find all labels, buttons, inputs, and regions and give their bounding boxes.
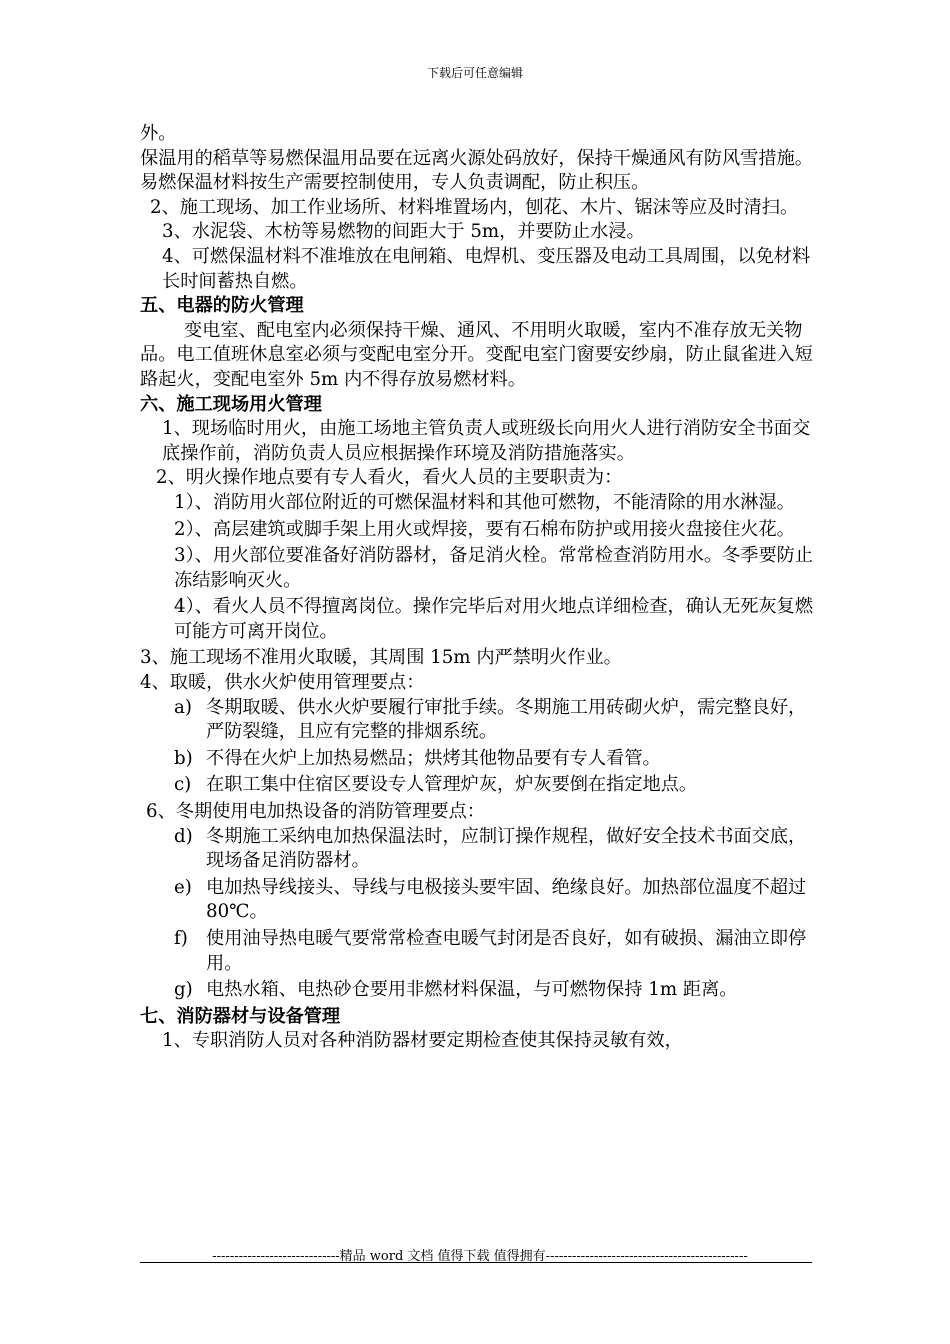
list-item <box>140 747 820 772</box>
list-marker: b) <box>174 747 193 769</box>
list-marker: c) <box>174 774 192 796</box>
list-text: 在职工集中住宿区要设专人管理炉灰，炉灰要倒在指定地点。 <box>206 774 698 796</box>
paragraph: 1、现场临时用火，由施工场地主管负责人或班级长向用火人进行消防安全书面交底操作前，消防负责人员应根据操作环境及消防措施落实。 <box>162 418 811 464</box>
paragraph: 保温用的稻草等易燃保温用品要在远离火源处码放好，保持干燥通风有防风雪措施。易燃保温材料按生产需要控制使用，专人负责调配，防止积压。 <box>140 147 813 194</box>
section-heading: 七、消防器材与设备管理 <box>140 1005 341 1027</box>
list-text: 电加热导线接头、导线与电极接头要牢固、绝缘良好。加热部位温度不超过 80℃。 <box>206 876 807 923</box>
paragraph: 外。 <box>140 123 177 144</box>
list-marker: a) <box>174 696 192 718</box>
list-marker: e) <box>174 876 192 898</box>
paragraph: 3、水泥袋、木枋等易燃物的间距大于 5m，并要防止水浸。 <box>162 221 645 243</box>
list-text: 冬期施工采纳电加热保温法时，应制订操作规程，做好安全技术书面交底，现场备足消防器材。 <box>206 825 807 872</box>
paragraph: 3、施工现场不准用火取暖，其周围 15m 内严禁明火作业。 <box>140 647 622 669</box>
list-item <box>140 696 820 745</box>
list-item: 2）、高层建筑或脚手架上用火或焊接，要有石棉布防护或用接火盘接住火花。 <box>174 518 795 540</box>
paragraph: 2、施工现场、加工作业场所、材料堆置场内，刨花、木片、锯沫等应及时清扫。 <box>150 196 799 218</box>
paragraph: 1、专职消防人员对各种消防器材要定期检查使其保持灵敏有效， <box>162 1030 683 1052</box>
list-item <box>140 773 820 798</box>
list-marker: f) <box>174 928 188 949</box>
footer-divider <box>140 1262 812 1263</box>
document-body <box>140 122 820 1054</box>
page-header: 下载后可任意编辑 <box>426 66 523 80</box>
list-item: 1）、消防用火部位附近的可燃保温材料和其他可燃物，不能清除的用水淋湿。 <box>174 491 795 513</box>
list-item <box>140 978 820 1003</box>
page-footer: -----------------------------精品 word 文档 值得下载 值得拥有---------------------------------------------- <box>212 1249 748 1264</box>
list-text: 不得在火炉上加热易燃品；烘烤其他物品要有专人看管。 <box>206 747 661 769</box>
paragraph: 4、取暖，供水火炉使用管理要点： <box>140 672 425 694</box>
list-item: 3）、用火部位要准备好消防器材，备足消火栓。常常检查消防用水。冬季要防止冻结影响灭火。 <box>174 545 814 591</box>
list-item <box>140 825 820 874</box>
paragraph: 2、明火操作地点要有专人看火，看火人员的主要职责为： <box>156 467 623 489</box>
paragraph: 6、冬期使用电加热设备的消防管理要点： <box>146 801 485 823</box>
list-marker: d) <box>174 825 193 847</box>
list-item: 4）、看火人员不得擅离岗位。操作完毕后对用火地点详细检查，确认无死灰复燃可能方可离开岗位。 <box>174 596 814 642</box>
list-text: 冬期取暖、供水火炉要履行审批手续。冬期施工用砖砌火炉，需完整良好，严防裂缝，且应有完整的排烟系统。 <box>206 696 807 743</box>
section-heading: 六、施工现场用火管理 <box>140 393 322 415</box>
paragraph: 4、可燃保温材料不准堆放在电闸箱、电焊机、变压器及电动工具周围，以免材料长时间蓄热自燃。 <box>162 245 811 292</box>
list-item <box>140 876 820 925</box>
list-text: 使用油导热电暖气要常常检查电暖气封闭是否良好，如有破损、漏油立即停用。 <box>206 928 807 974</box>
list-text: 电热水箱、电热砂仓要用非燃材料保温，与可燃物保持 1m 距离。 <box>206 979 738 1001</box>
list-marker: g) <box>174 979 193 1001</box>
paragraph: 变电室、配电室内必须保持干燥、通风、不用明火取暖，室内不准存放无关物品。电工值班休息室必须与变配电室分开。变配电室门窗要安纱扇，防止鼠雀进入短路起火，变配电室外 5m 内不得存放易燃材料。 <box>140 319 813 390</box>
section-heading: 五、电器的防火管理 <box>140 295 304 317</box>
list-item <box>140 927 820 976</box>
sub-list <box>140 491 820 645</box>
